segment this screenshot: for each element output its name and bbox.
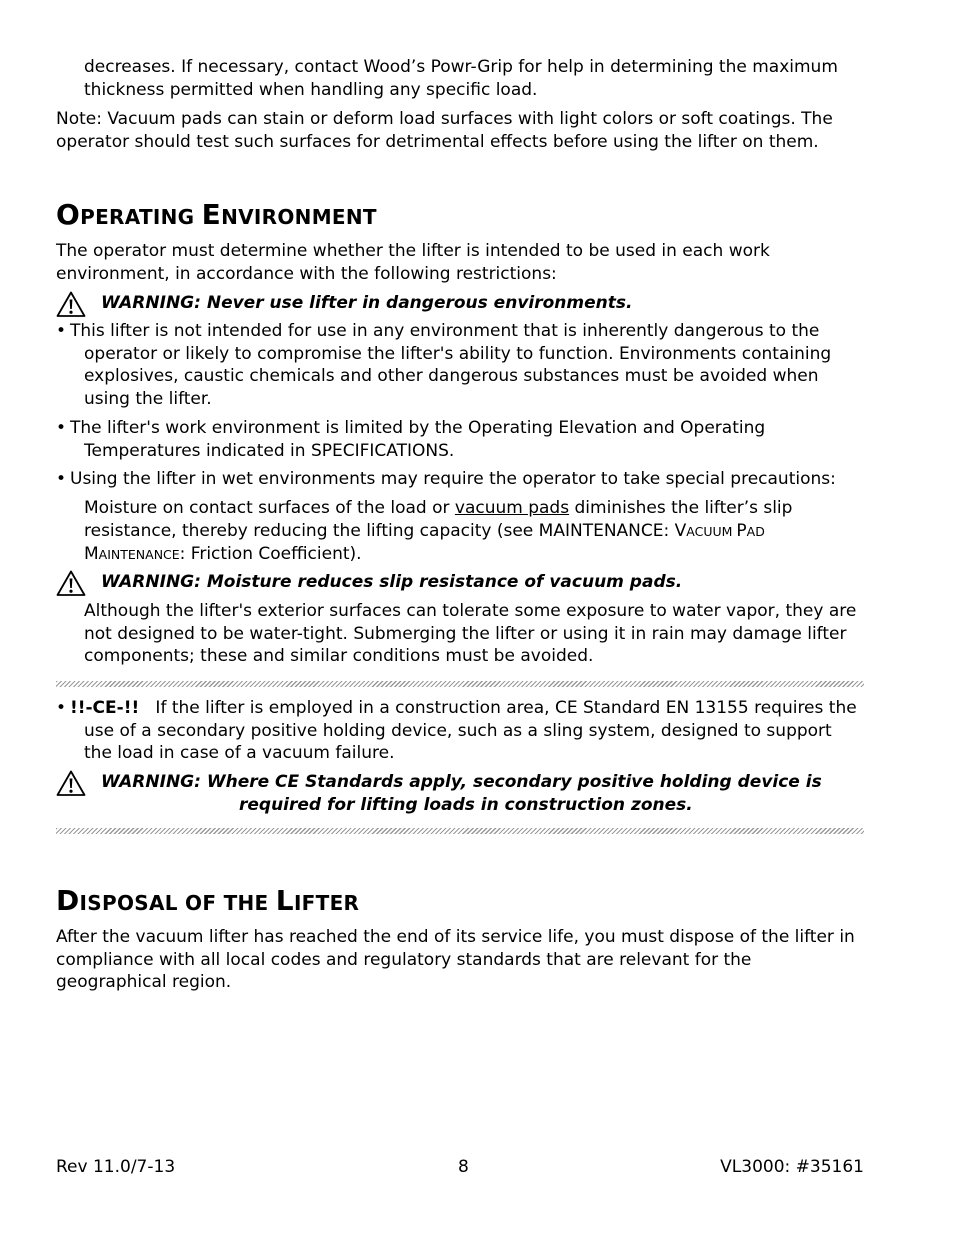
continuation-paragraph: decreases. If necessary, contact Wood’s Powr-Grip for help in determining the maximum thickness permitted when handling any specific load. [84, 57, 838, 100]
revision-label: Rev 11.0/7-13 [56, 1157, 176, 1177]
section-divider [56, 681, 864, 687]
bullet-dangerous-environment: • This lifter is not intended for use in any environment that is inherently dangerous to the operator or likely to compromise the lifter's ability to function. Environments containing explosives, caustic chemicals and other dangerous substances must be avoided when using the lifter. [56, 321, 832, 409]
section-divider [56, 828, 864, 834]
disposal-paragraph: After the vacuum lifter has reached the end of its service life, you must dispose of the lifter in compliance with all local codes and regulatory standards that are relevant for the geographical region. [56, 927, 855, 992]
bullet-operating-limits: • The lifter's work environment is limited by the Operating Elevation and Operating Temperatures indicated in SPECIFICATIONS. [56, 418, 766, 461]
page-number: 8 [458, 1157, 469, 1177]
bullet-wet-environments: • Using the lifter in wet environments may require the operator to take special precautions: [56, 469, 836, 489]
moisture-paragraph: Moisture on contact surfaces of the load or vacuum pads diminishes the lifter’s slip resistance, thereby reducing the lifting capacity (see MAINTENANCE: VACUUM PAD MAINTENANCE: Friction Coefficient). [84, 498, 793, 564]
warning-triangle-icon [56, 570, 86, 597]
ce-tag: !!-CE-!! [70, 698, 140, 718]
document-id: VL3000: #35161 [720, 1157, 864, 1177]
note-paragraph: Note: Vacuum pads can stain or deform load surfaces with light colors or soft coatings. The operator should test such surfaces for detrimental effects before using the lifter on them. [56, 109, 833, 152]
vacuum-pads-link[interactable]: vacuum pads [454, 498, 570, 518]
operating-intro-paragraph: The operator must determine whether the lifter is intended to be used in each work environment, in accordance with the following restrictions: [56, 241, 770, 284]
warning-triangle-icon [56, 770, 86, 797]
section-heading-operating-environment: OPERATING ENVIRONMENT [56, 198, 377, 231]
warning-triangle-icon [56, 291, 86, 318]
bullet-ce-construction: • !!-CE-!! If the lifter is employed in a construction area, CE Standard EN 13155 requires the use of a secondary positive holding device, such as a sling system, designed to support the load in case of a vacuum failure. [56, 698, 863, 763]
exterior-surfaces-paragraph: Although the lifter's exterior surfaces can tolerate some exposure to water vapor, they are not designed to be water-tight. Submerging the lifter or using it in rain may damage lifter components; these and similar conditions must be avoided. [84, 601, 857, 666]
section-heading-disposal: DISPOSAL OF THE LIFTER [56, 884, 360, 917]
